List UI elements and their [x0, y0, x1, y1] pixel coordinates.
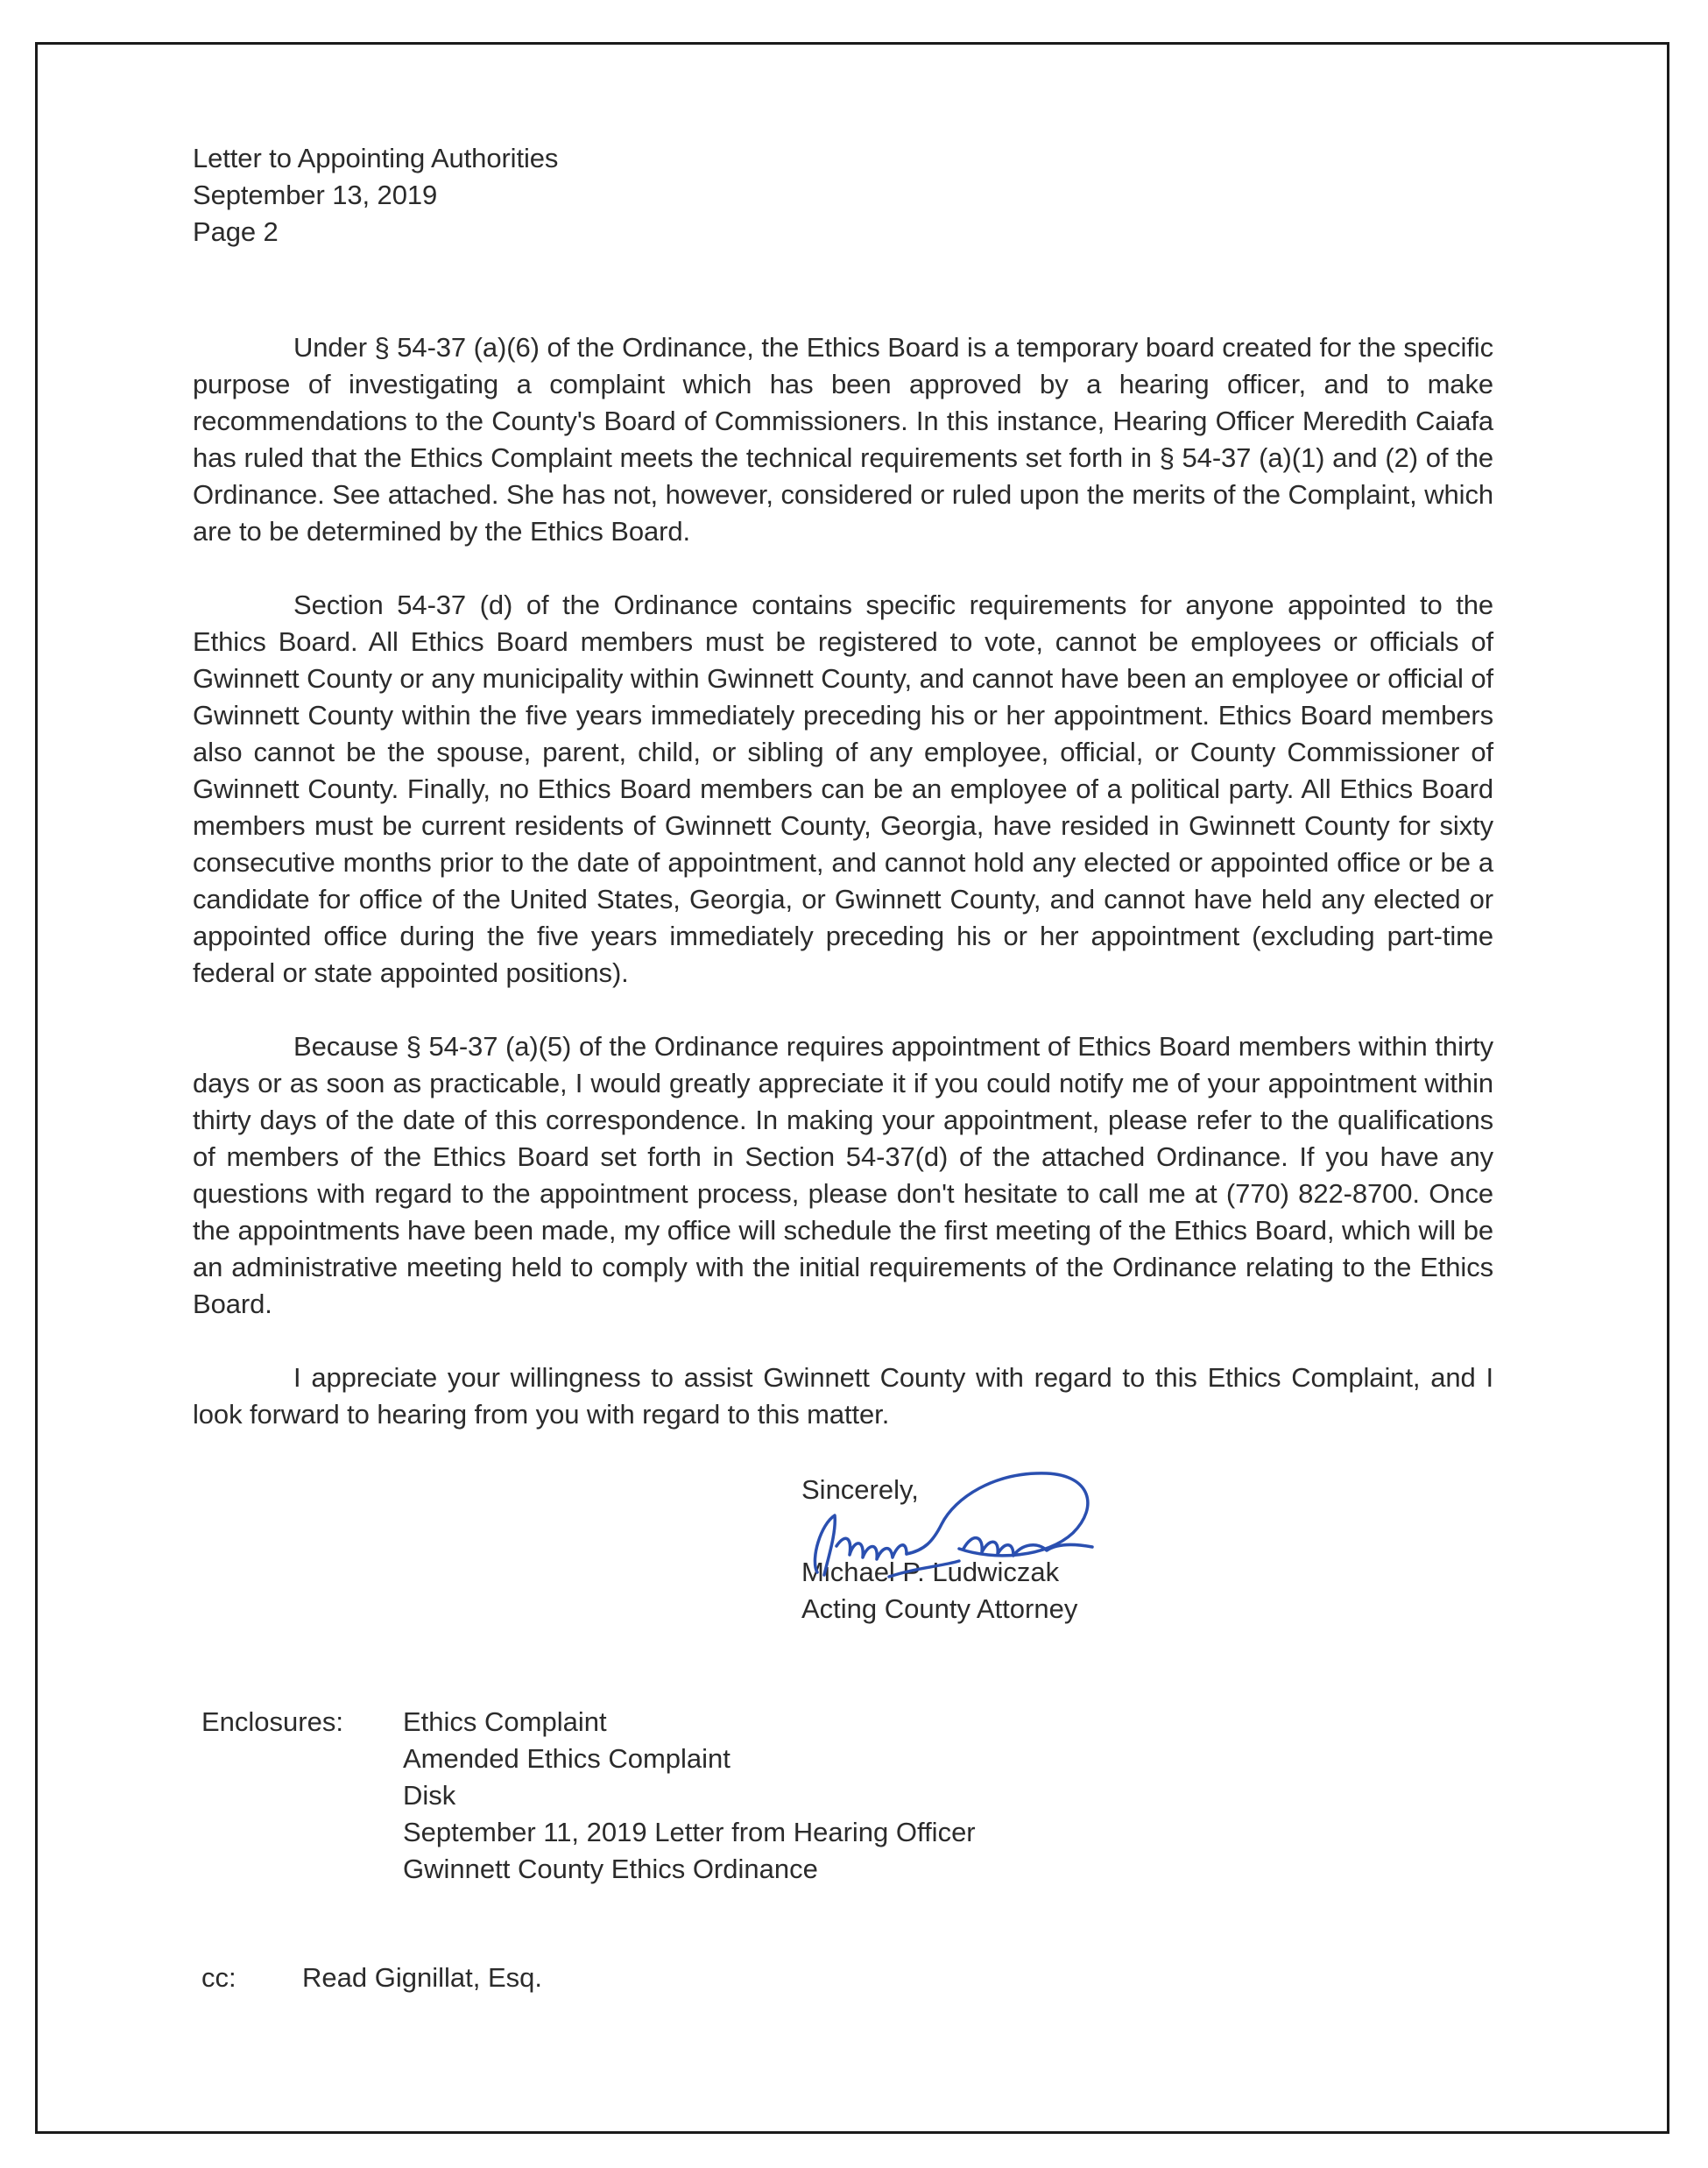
- header-recipient-line: Letter to Appointing Authorities: [193, 143, 559, 173]
- enclosures: [201, 1704, 976, 1888]
- enclosures-list: [403, 1704, 976, 1888]
- header-page-number: Page 2: [193, 216, 279, 247]
- signer-title: Acting County Attorney: [801, 1593, 1078, 1624]
- paragraph: Because § 54-37 (a)(5) of the Ordinance requires appointment of Ethics Board members within thirty days or as soon as practicable, I would greatly appreciate it if you could notify me of your appointment within thirty days of the date of this correspondence. In making your appointment, please refer to the qualifications of members of the Ethics Board set forth in Section 54-37(d) of the attached Ordinance. If you have any questions with regard to the appointment process, please don't hesitate to call me at (770) 822-8700. Once the appointments have been made, my office will schedule the first meeting of the Ethics Board, which will be an administrative meeting held to comply with the initial requirements of the Ordinance relating to the Ethics Board.: [193, 1031, 1493, 1319]
- signature-block: [801, 1472, 1169, 1628]
- enclosures-label: Enclosures:: [201, 1706, 343, 1737]
- enclosure-item: Ethics Complaint: [403, 1706, 607, 1737]
- closing: Sincerely,: [801, 1474, 919, 1505]
- signer-name: Michael P. Ludwiczak: [801, 1557, 1060, 1587]
- enclosure-item: Disk: [403, 1780, 456, 1811]
- letter-body: [193, 140, 1493, 1470]
- letter-header: [193, 140, 1493, 251]
- paragraph: I appreciate your willingness to assist Gwinnett County with regard to this Ethics Complaint, and I look forward to hearing from you with regard to this matter.: [193, 1362, 1493, 1430]
- enclosure-item: Amended Ethics Complaint: [403, 1743, 730, 1774]
- cc-label: cc:: [201, 1962, 236, 1993]
- header-date: September 13, 2019: [193, 180, 438, 210]
- cc-recipient: Read Gignillat, Esq.: [302, 1962, 542, 1993]
- enclosure-item: September 11, 2019 Letter from Hearing Officer: [403, 1817, 976, 1847]
- cc-block: [201, 1960, 542, 1996]
- paragraph: Under § 54-37 (a)(6) of the Ordinance, the Ethics Board is a temporary board created for the specific purpose of investigating a complaint which has been approved by a hearing officer, and to make recommendations to the County's Board of Commissioners. In this instance, Hearing Officer Meredith Caiafa has ruled that the Ethics Complaint meets the technical requirements set forth in § 54-37 (a)(1) and (2) of the Ordinance. See attached. She has not, however, considered or ruled upon the merits of the Complaint, which are to be determined by the Ethics Board.: [193, 332, 1493, 547]
- paragraph: Section 54-37 (d) of the Ordinance contains specific requirements for anyone appointed to the Ethics Board. All Ethics Board members must be registered to vote, cannot be employees or officials of Gwinnett County or any municipality within Gwinnett County, and cannot have been an employee or official of Gwinnett County within the five years immediately preceding his or her appointment. Ethics Board members also cannot be the spouse, parent, child, or sibling of any employee, official, or County Commissioner of Gwinnett County. Finally, no Ethics Board members can be an employee of a political party. All Ethics Board members must be current residents of Gwinnett County, Georgia, have resided in Gwinnett County for sixty consecutive months prior to the date of appointment, and cannot hold any elected or appointed office or be a candidate for office of the United States, Georgia, or Gwinnett County, and cannot have held any elected or appointed office during the five years immediately preceding his or her appointment (excluding part-time federal or state appointed positions).: [193, 590, 1493, 988]
- enclosure-item: Gwinnett County Ethics Ordinance: [403, 1854, 818, 1884]
